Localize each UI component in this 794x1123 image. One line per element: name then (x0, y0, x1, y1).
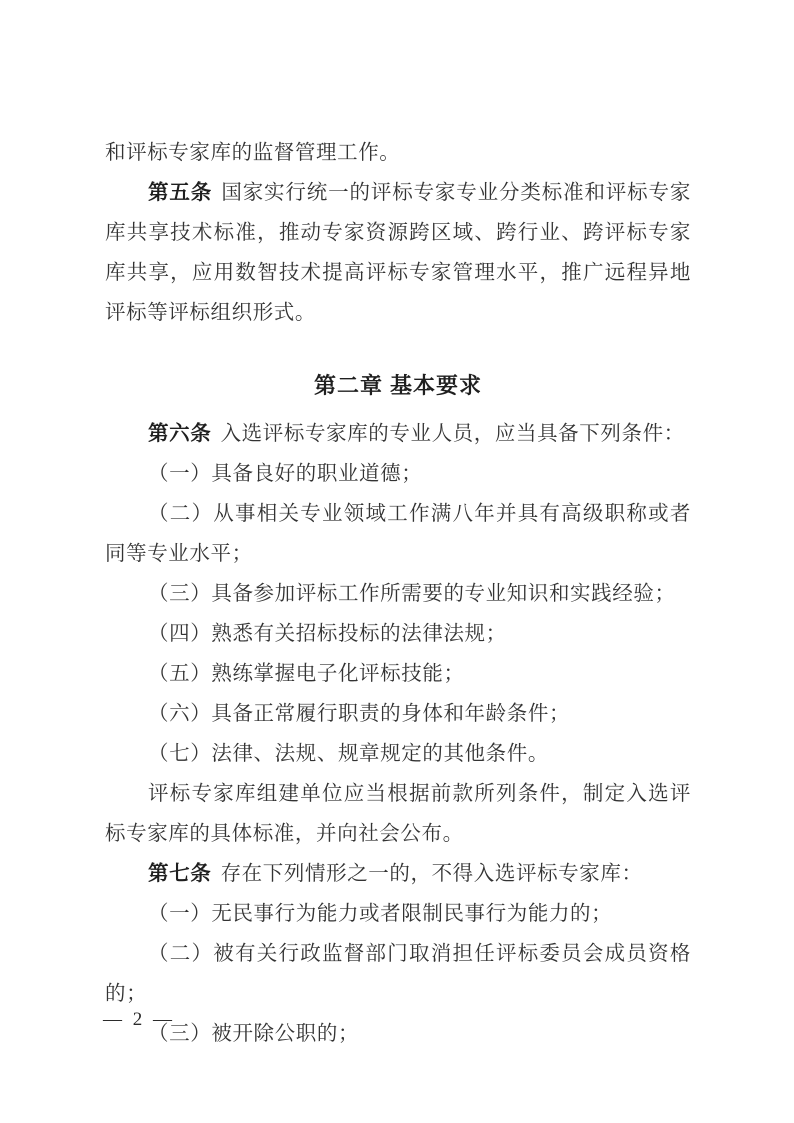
paragraph-text: （五）熟练掌握电子化评标技能； (148, 663, 465, 685)
paragraph-text: （一）无民事行为能力或者限制民事行为能力的； (148, 903, 613, 925)
paragraph-text: （三）具备参加评标工作所需要的专业知识和实践经验； (148, 583, 676, 605)
paragraph-text: （二）被有关行政监督部门取消担任评标委员会成员资格的； (105, 943, 691, 1005)
article-5-paragraph (105, 173, 691, 333)
list-item-2 (105, 494, 691, 574)
article-5-number: 第五条 (148, 181, 213, 204)
list-item-3 (105, 574, 691, 614)
article-7-number: 第七条 (148, 862, 212, 885)
paragraph-text: 评标专家库组建单位应当根据前款所列条件，制定入选评标专家库的具体标准，并向社会公布。 (105, 783, 691, 845)
list-item-1 (105, 454, 691, 494)
paragraph-text: （一）具备良好的职业道德； (148, 463, 423, 485)
paragraph-text: （二）从事相关专业领域工作满八年并具有高级职称或者同等专业水平； (105, 503, 691, 565)
article-6-paragraph (105, 414, 691, 454)
page-number: — 2 — (103, 1009, 175, 1030)
list-item-10 (105, 1014, 691, 1054)
paragraph-text: 入选评标专家库的专业人员，应当具备下列条件： (220, 423, 685, 445)
list-item-5 (105, 654, 691, 694)
list-item-4 (105, 614, 691, 654)
list-item-8 (105, 894, 691, 934)
paragraph-text: （四）熟悉有关招标投标的法律法规； (148, 623, 507, 645)
list-item-9 (105, 934, 691, 1014)
closing-paragraph (105, 774, 691, 854)
article-6-number: 第六条 (148, 422, 212, 445)
paragraph-text: 存在下列情形之一的，不得入选评标专家库： (220, 863, 643, 885)
chapter-2-heading: 第二章 基本要求 (313, 373, 483, 398)
paragraph-text: 和评标专家库的监督管理工作。 (105, 142, 401, 164)
list-item-7 (105, 734, 691, 774)
paragraph-text: （六）具备正常履行职责的身体和年龄条件； (148, 703, 571, 725)
continuation-paragraph (105, 133, 691, 173)
paragraph-text: （三）被开除公职的； (148, 1023, 360, 1045)
list-item-6 (105, 694, 691, 734)
paragraph-text: 国家实行统一的评标专家专业分类标准和评标专家库共享技术标准，推动专家资源跨区域、跨行业、跨评标专家库共享，应用数智技术提高评标专家管理水平，推广远程异地评标等评标组织形式。 (105, 182, 691, 324)
paragraph-text: （七）法律、法规、规章规定的其他条件。 (148, 743, 549, 765)
document-body (105, 133, 691, 1054)
article-7-paragraph (105, 854, 691, 894)
